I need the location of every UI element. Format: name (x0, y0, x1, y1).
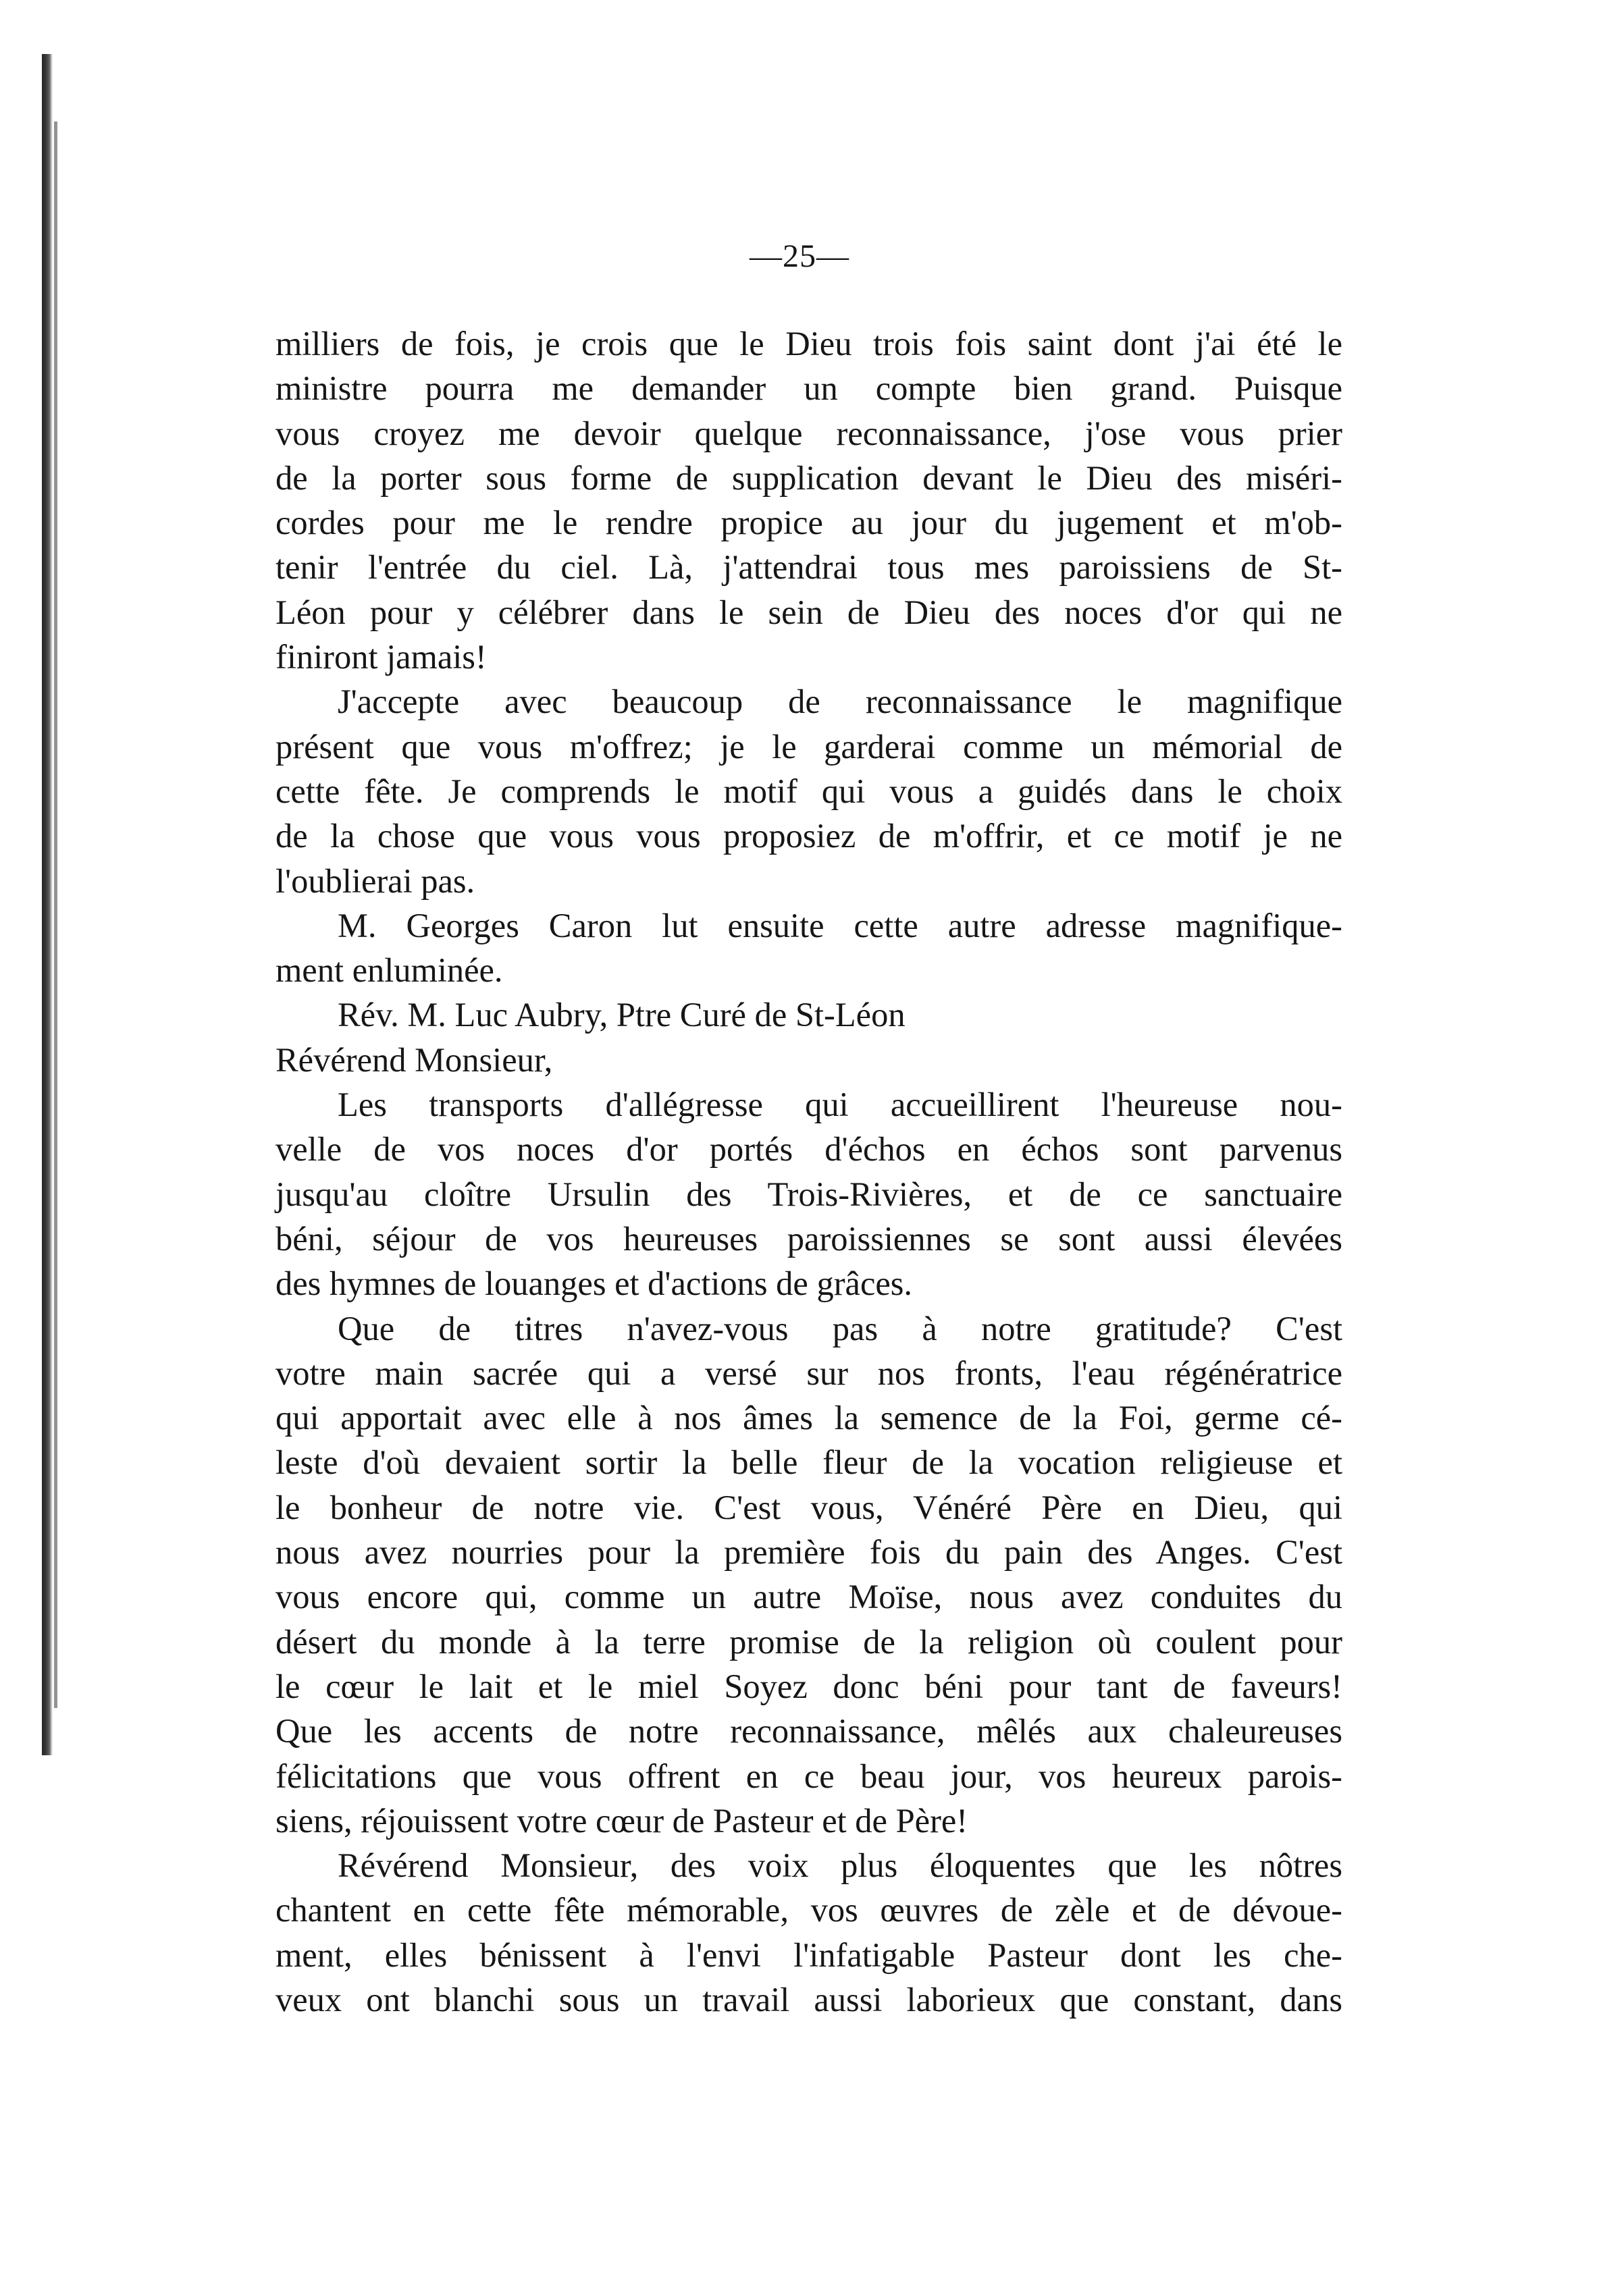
text-line: le cœur le lait et le miel Soyez donc béni pour tant de faveurs! (276, 1667, 1342, 1705)
text-line: votre main sacrée qui a versé sur nos fronts, l'eau régénératrice (276, 1354, 1342, 1392)
text-line: velle de vos noces d'or portés d'échos en échos sont parvenus (276, 1130, 1342, 1169)
text-line: qui apportait avec elle à nos âmes la semence de la Foi, germe cé- (276, 1399, 1342, 1437)
text-line: veux ont blanchi sous un travail aussi laborieux que constant, dans (276, 1980, 1342, 2019)
text-line: leste d'où devaient sortir la belle fleur de la vocation religieuse et (276, 1443, 1342, 1482)
text-line: siens, réjouissent votre cœur de Pasteur et de Père! (276, 1801, 968, 1840)
text-line: l'oublierai pas. (276, 861, 475, 900)
page-number: —25— (750, 238, 849, 274)
text-line: présent que vous m'offrez; je le garderai comme un mémorial de (276, 727, 1342, 766)
text-line: vous croyez me devoir quelque reconnaissance, j'ose vous prier (276, 414, 1342, 452)
text-line: félicitations que vous offrent en ce beau jour, vos heureux parois- (276, 1757, 1342, 1795)
text-line: Les transports d'allégresse qui accueillirent l'heureuse nou- (338, 1086, 1342, 1124)
text-line: ment, elles bénissent à l'envi l'infatigable Pasteur dont les che- (276, 1935, 1342, 1974)
text-line: ministre pourra me demander un compte bien grand. Puisque (276, 369, 1342, 408)
text-line: milliers de fois, je crois que le Dieu trois fois saint dont j'ai été le (276, 325, 1342, 363)
text-line: cette fête. Je comprends le motif qui vous a guidés dans le choix (276, 772, 1342, 810)
text-line: Révérend Monsieur, des voix plus éloquentes que les nôtres (338, 1846, 1342, 1885)
text-line: des hymnes de louanges et d'actions de grâces. (276, 1264, 913, 1303)
text-line: Que de titres n'avez-vous pas à notre gratitude? C'est (338, 1309, 1342, 1347)
text-line: M. Georges Caron lut ensuite cette autre adresse magnifique- (338, 906, 1342, 944)
salutation: Révérend Monsieur, (276, 1040, 553, 1079)
text-line: J'accepte avec beaucoup de reconnaissance le magnifique (338, 683, 1342, 721)
text-line: désert du monde à la terre promise de la religion où coulent pour (276, 1622, 1342, 1661)
text-line: nous avez nourries pour la première fois du pain des Anges. C'est (276, 1533, 1342, 1572)
text-line: vous encore qui, comme un autre Moïse, nous avez conduites du (276, 1578, 1342, 1616)
page-binding-shadow-inner (54, 122, 57, 1708)
text-line: tenir l'entrée du ciel. Là, j'attendrai tous mes paroissiens de St- (276, 548, 1342, 587)
text-line: le bonheur de notre vie. C'est vous, Vénéré Père en Dieu, qui (276, 1488, 1342, 1526)
text-line: Que les accents de notre reconnaissance, mêlés aux chaleureuses (276, 1712, 1342, 1751)
text-line: cordes pour me le rendre propice au jour du jugement et m'ob- (276, 504, 1342, 542)
text-line: de la chose que vous vous proposiez de m'offrir, et ce motif je ne (276, 817, 1342, 855)
page-body-text (276, 321, 1342, 2022)
text-line: de la porter sous forme de supplication devant le Dieu des miséri- (276, 458, 1342, 497)
text-line: chantent en cette fête mémorable, vos œuvres de zèle et de dévoue- (276, 1891, 1342, 1929)
text-line: béni, séjour de vos heureuses paroissiennes se sont aussi élevées (276, 1219, 1342, 1258)
page-binding-shadow (42, 54, 53, 1755)
text-line: Léon pour y célébrer dans le sein de Dieu des noces d'or qui ne (276, 593, 1342, 631)
text-line: ment enluminée. (276, 951, 503, 990)
text-line: finiront jamais! (276, 638, 487, 676)
address-heading: Rév. M. Luc Aubry, Ptre Curé de St-Léon (338, 996, 906, 1034)
text-line: jusqu'au cloître Ursulin des Trois-Rivières, et de ce sanctuaire (276, 1175, 1342, 1213)
